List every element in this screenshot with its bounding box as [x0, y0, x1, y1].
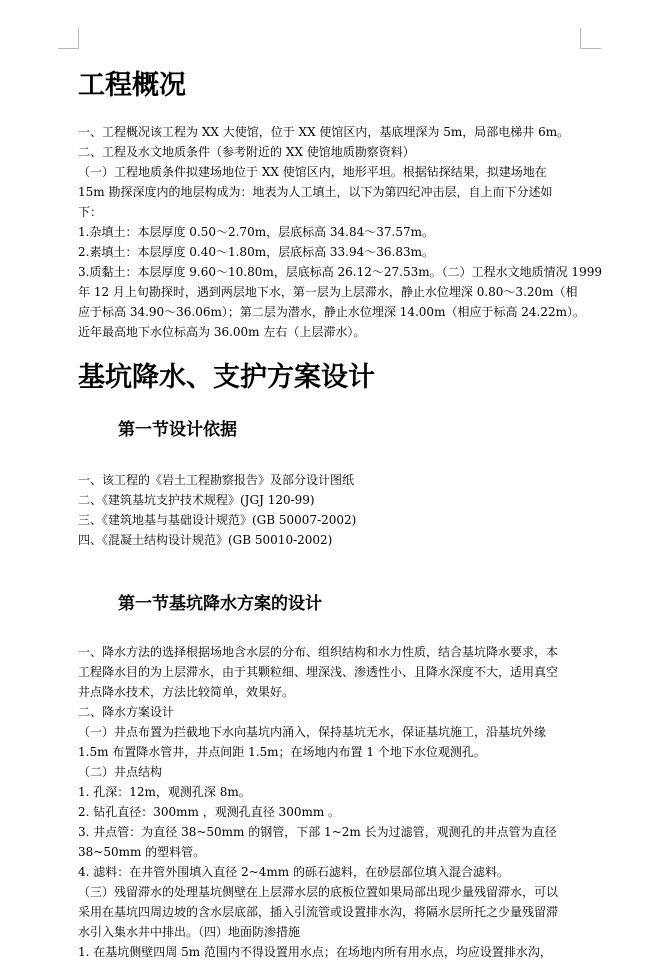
plan-line: 1.5m 布置降水管井，井点间距 1.5m；在场地内布置 1 个地下水位观测孔。 [78, 745, 486, 759]
plan-line: （三）残留滞水的处理基坑侧壁在上层滞水层的底板位置如果局部出现少量残留滞水，可以 [78, 885, 559, 899]
document-body [78, 62, 602, 962]
overview-line: 应于标高 34.90～36.06m）；第二层为潜水，静止水位埋深 14.00m（相应于标高 24.22m）。 [78, 305, 585, 319]
overview-line: 3.质黏土：本层厚度 9.60～10.80m，层底标高 26.12～27.53m。（二）工程水文地质情况 1999 [78, 265, 602, 279]
design-basis-item: 三、《建筑地基与基础设计规范》(GB 50007-2002) [78, 513, 357, 527]
overview-line: 年 12 月上旬勘探时，遇到两层地下水，第一层为上层滞水，静止水位埋深 0.80～3.20m（相 [78, 285, 578, 299]
overview-paragraphs [78, 122, 602, 342]
crop-mark-top-right [580, 28, 601, 49]
plan-line: 采用在基坑四周边坡的含水层底部，插入引流管或设置排水沟，将隔水层所托之少量残留滞 [78, 905, 559, 919]
crop-mark-top-left [58, 28, 79, 49]
design-basis-item: 四、《混凝土结构设计规范》(GB 50010-2002) [78, 533, 333, 547]
subsection-title-design-basis: 第一节设计依据 [118, 420, 237, 440]
section-title-overview: 工程概况 [78, 70, 186, 101]
design-basis-item: 二、《建筑基坑支护技术规程》(JGJ 120-99) [78, 493, 315, 507]
plan-line: 1. 孔深：12m，观测孔深 8m。 [78, 785, 251, 799]
overview-line: 1.杂填土：本层厚度 0.50～2.70m，层底标高 34.84～37.57m。 [78, 225, 434, 239]
plan-line: 4. 滤料：在井管外围填入直径 2~4mm 的砾石滤料，在砂层部位填入混合滤料。 [78, 865, 509, 879]
overview-line: 2.素填土：本层厚度 0.40～1.80m，层底标高 33.94～36.83m。 [78, 245, 434, 259]
overview-line: 近年最高地下水位标高为 36.00m 左右（上层滞水）。 [78, 325, 366, 339]
overview-line: 下： [78, 205, 103, 219]
plan-line: 工程降水目的为上层滞水，由于其颗粒细、埋深浅、渗透性小、且降水深度不大，适用真空 [78, 665, 559, 679]
plan-line: 3. 井点管：为直径 38~50mm 的钢管，下部 1~2m 长为过滤管，观测孔的井点管为直径 [78, 825, 557, 839]
overview-line: 一、工程概况该工程为 XX 大使馆，位于 XX 使馆区内，基底埋深为 5m，局部电梯井 6m。 [78, 125, 570, 139]
overview-line: 二、工程及水文地质条件（参考附近的 XX 使馆地质勘察资料） [78, 145, 415, 159]
design-basis-list [78, 470, 583, 550]
overview-line: （一）工程地质条件拟建场地位于 XX 使馆区内，地形平坦。根据钻探结果，拟建场地在 [78, 165, 547, 179]
plan-line: 水引入集水井中排出。（四）地面防渗措施 [78, 925, 301, 939]
plan-line: 井点降水技术，方法比较简单，效果好。 [78, 685, 295, 699]
plan-line: 38~50mm 的塑料管。 [78, 845, 206, 859]
dewatering-plan-paragraphs [78, 642, 583, 962]
design-basis-item: 一、该工程的《岩土工程勘察报告》及部分设计图纸 [78, 473, 355, 487]
section-title-dewatering: 基坑降水、支护方案设计 [78, 362, 375, 393]
plan-line: 一、降水方法的选择根据场地含水层的分布、组织结构和水力性质，结合基坑降水要求，本 [78, 645, 559, 659]
plan-line: 2. 钻孔直径：300mm ，观测孔直径 300mm 。 [78, 805, 341, 819]
subsection-title-dewatering-plan: 第一节基坑降水方案的设计 [118, 594, 322, 614]
overview-line: 15m 勘探深度内的地层构成为：地表为人工填土，以下为第四纪冲击层，自上而下分述如 [78, 185, 553, 199]
plan-line: 二、降水方案设计 [78, 705, 175, 719]
plan-line: 1. 在基坑侧壁四周 5m 范围内不得设置用水点；在场地内所有用水点，均应设置排水沟， [78, 945, 552, 959]
plan-line: （二）井点结构 [78, 765, 163, 779]
plan-line: （一）井点布置为拦截地下水向基坑内涌入，保持基坑无水，保证基坑施工，沿基坑外缘 [78, 725, 547, 739]
